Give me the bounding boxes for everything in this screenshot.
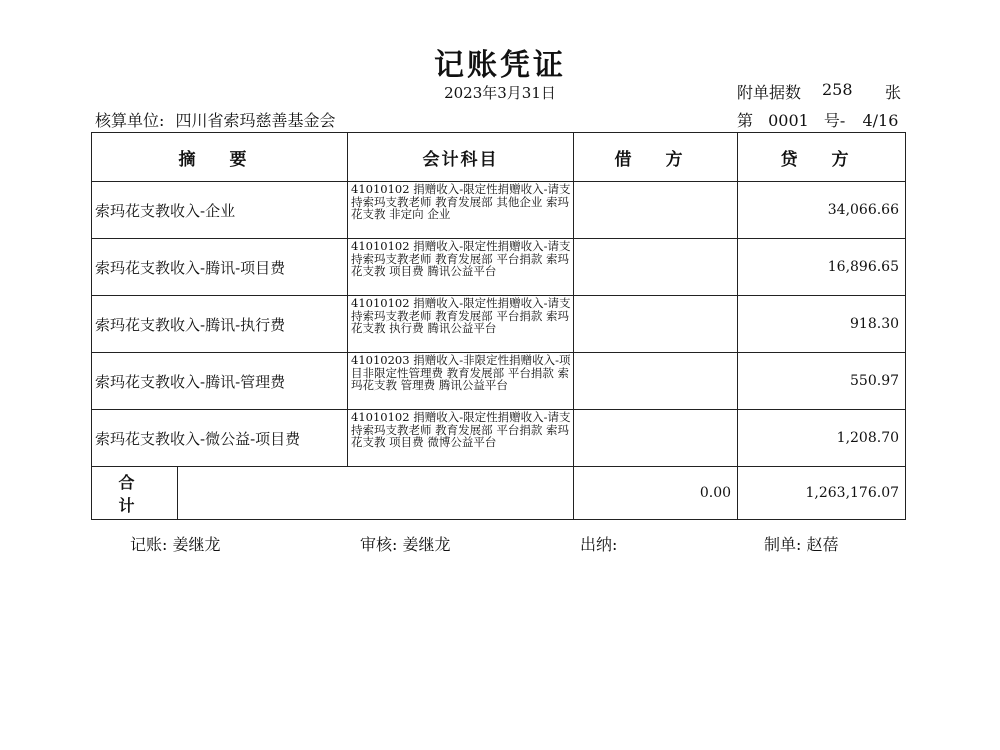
summary-cell: 索玛花支教收入-腾讯-执行费 <box>92 296 348 353</box>
accounting-unit-name: 四川省索玛慈善基金会 <box>175 111 336 130</box>
bookkeeper-signature: 记账: 姜继龙 <box>130 535 221 554</box>
table-row <box>92 182 906 239</box>
debit-cell <box>574 353 738 410</box>
voucher-table <box>91 132 906 520</box>
column-header-account: 会计科目 <box>348 133 574 182</box>
attachments-label: 附单据数 <box>737 83 802 102</box>
table-row <box>92 296 906 353</box>
voucher-number-row <box>737 108 898 131</box>
table-row <box>92 239 906 296</box>
column-header-debit: 借 方 <box>574 133 738 182</box>
account-cell: 41010203 捐赠收入-非限定性捐赠收入-项目非限定性管理费 教育发展部 平台捐款 索玛花支教 管理费 腾讯公益平台 <box>348 353 574 410</box>
table-header-row <box>92 133 906 182</box>
voucher-date: 2023年3月31日 <box>444 84 556 102</box>
table-row <box>92 353 906 410</box>
credit-cell: 918.30 <box>738 296 906 353</box>
accounting-unit-label: 核算单位: <box>95 111 165 130</box>
voucher-no: 0001 <box>768 111 809 130</box>
credit-cell: 34,066.66 <box>738 182 906 239</box>
summary-cell: 索玛花支教收入-企业 <box>92 182 348 239</box>
cashier-signature: 出纳: <box>580 535 618 554</box>
debit-cell <box>574 182 738 239</box>
total-row <box>92 467 906 520</box>
summary-cell: 索玛花支教收入-腾讯-管理费 <box>92 353 348 410</box>
preparer-signature: 制单: 赵蓓 <box>764 535 839 554</box>
credit-cell: 1,208.70 <box>738 410 906 467</box>
voucher-no-suffix: 号- <box>823 111 846 130</box>
debit-cell <box>574 296 738 353</box>
table-row <box>92 410 906 467</box>
summary-cell: 索玛花支教收入-微公益-项目费 <box>92 410 348 467</box>
total-credit: 1,263,176.07 <box>738 467 906 520</box>
account-cell: 41010102 捐赠收入-限定性捐赠收入-请支持索玛支教老师 教育发展部 平台捐款 索玛花支教 项目费 腾讯公益平台 <box>348 239 574 296</box>
account-cell: 41010102 捐赠收入-限定性捐赠收入-请支持索玛支教老师 教育发展部 平台捐款 索玛花支教 执行费 腾讯公益平台 <box>348 296 574 353</box>
total-label: 合 计 <box>92 467 178 520</box>
total-blank-cell <box>178 467 574 520</box>
credit-cell: 550.97 <box>738 353 906 410</box>
credit-cell: 16,896.65 <box>738 239 906 296</box>
account-cell: 41010102 捐赠收入-限定性捐赠收入-请支持索玛支教老师 教育发展部 平台捐款 索玛花支教 项目费 微博公益平台 <box>348 410 574 467</box>
account-cell: 41010102 捐赠收入-限定性捐赠收入-请支持索玛支教老师 教育发展部 其他企业 索玛花支教 非定向 企业 <box>348 182 574 239</box>
attachments-unit: 张 <box>885 83 902 102</box>
summary-cell: 索玛花支教收入-腾讯-项目费 <box>92 239 348 296</box>
total-debit: 0.00 <box>574 467 738 520</box>
debit-cell <box>574 410 738 467</box>
attachments-count: 258 <box>822 80 853 99</box>
voucher-page: 4/16 <box>862 111 899 130</box>
column-header-credit: 贷 方 <box>738 133 906 182</box>
voucher-no-prefix: 第 <box>737 111 754 130</box>
debit-cell <box>574 239 738 296</box>
voucher-title: 记账凭证 <box>434 48 566 83</box>
reviewer-signature: 审核: 姜继龙 <box>360 535 451 554</box>
column-header-summary: 摘 要 <box>92 133 348 182</box>
accounting-unit-row <box>95 108 336 131</box>
